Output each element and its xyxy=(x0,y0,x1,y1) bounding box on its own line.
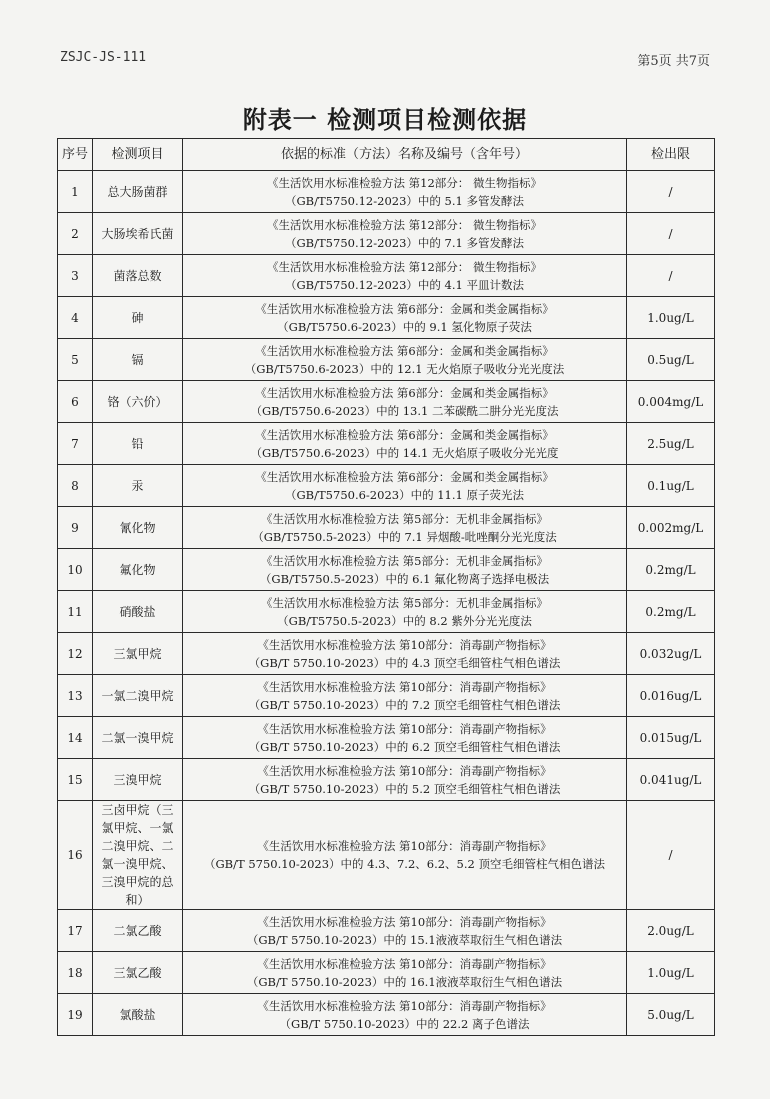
test-item: 二氯一溴甲烷 xyxy=(93,717,183,759)
standard-code: （GB/T5750.6-2023）中的 14.1 无火焰原子吸收分光光度 xyxy=(250,445,559,460)
standard-name: 《生活饮用水标准检验方法 第12部分： 微生物指标》 xyxy=(267,175,542,190)
standard-name: 《生活饮用水标准检验方法 第5部分：无机非金属指标》 xyxy=(261,595,548,610)
row-number: 7 xyxy=(58,423,93,465)
table-header-row xyxy=(58,139,715,171)
standard-name: 《生活饮用水标准检验方法 第12部分： 微生物指标》 xyxy=(267,259,542,274)
header-item: 检测项目 xyxy=(93,139,183,171)
detection-limit: 0.002mg/L xyxy=(627,507,715,549)
standard-name: 《生活饮用水标准检验方法 第12部分： 微生物指标》 xyxy=(267,217,542,232)
standard-code: （GB/T 5750.10-2023）中的 4.3、7.2、6.2、5.2 顶空毛细管柱气相色谱法 xyxy=(203,857,605,871)
standard-method xyxy=(183,717,627,759)
test-item: 菌落总数 xyxy=(93,255,183,297)
standard-method xyxy=(183,759,627,801)
standard-code: （GB/T5750.6-2023）中的 11.1 原子荧光法 xyxy=(285,487,524,502)
standard-code: （GB/T5750.6-2023）中的 13.1 二苯碳酰二肼分光光度法 xyxy=(250,403,559,418)
detection-limit: 1.0ug/L xyxy=(627,297,715,339)
detection-limit: / xyxy=(627,213,715,255)
table-body xyxy=(58,171,715,1036)
standard-method xyxy=(183,423,627,465)
table-row xyxy=(58,423,715,465)
test-item: 氟化物 xyxy=(93,549,183,591)
detection-limit: / xyxy=(627,255,715,297)
standard-method xyxy=(183,381,627,423)
row-number: 17 xyxy=(58,910,93,952)
detection-limit: 0.2mg/L xyxy=(627,549,715,591)
detection-limit: / xyxy=(627,171,715,213)
standard-method xyxy=(183,507,627,549)
test-item: 三溴甲烷 xyxy=(93,759,183,801)
detection-limit: 0.004mg/L xyxy=(627,381,715,423)
table-row xyxy=(58,717,715,759)
page-number: 第5页 共7页 xyxy=(637,54,710,69)
standard-method xyxy=(183,633,627,675)
row-number: 15 xyxy=(58,759,93,801)
table-row xyxy=(58,952,715,994)
test-item: 一氯二溴甲烷 xyxy=(93,675,183,717)
test-item: 氯酸盐 xyxy=(93,994,183,1036)
test-item: 汞 xyxy=(93,465,183,507)
standard-code: （GB/T5750.12-2023）中的 5.1 多管发酵法 xyxy=(285,193,524,208)
test-item: 硝酸盐 xyxy=(93,591,183,633)
table-row xyxy=(58,801,715,910)
detection-limit: 0.041ug/L xyxy=(627,759,715,801)
standard-code: （GB/T5750.6-2023）中的 12.1 无火焰原子吸收分光光度法 xyxy=(244,361,565,376)
detection-limit: 1.0ug/L xyxy=(627,952,715,994)
row-number: 16 xyxy=(58,801,93,910)
table-row xyxy=(58,549,715,591)
detection-basis-table xyxy=(57,138,715,1036)
detection-limit: 0.032ug/L xyxy=(627,633,715,675)
row-number: 6 xyxy=(58,381,93,423)
test-item: 三氯乙酸 xyxy=(93,952,183,994)
row-number: 2 xyxy=(58,213,93,255)
row-number: 12 xyxy=(58,633,93,675)
page-title: 附表一 检测项目检测依据 xyxy=(242,106,528,134)
detection-limit: 0.5ug/L xyxy=(627,339,715,381)
standard-method xyxy=(183,910,627,952)
test-item: 铬（六价） xyxy=(93,381,183,423)
test-item: 三氯甲烷 xyxy=(93,633,183,675)
row-number: 14 xyxy=(58,717,93,759)
table-row xyxy=(58,171,715,213)
standard-code: （GB/T5750.12-2023）中的 7.1 多管发酵法 xyxy=(285,235,524,250)
standard-name: 《生活饮用水标准检验方法 第10部分：消毒副产物指标》 xyxy=(257,956,552,971)
standard-method xyxy=(183,952,627,994)
standard-name: 《生活饮用水标准检验方法 第10部分：消毒副产物指标》 xyxy=(257,721,552,736)
standard-code: （GB/T 5750.10-2023）中的 6.2 顶空毛细管柱气相色谱法 xyxy=(248,739,561,754)
standard-method xyxy=(183,801,627,910)
header-standard: 依据的标准（方法）名称及编号（含年号） xyxy=(183,139,627,171)
standard-method xyxy=(183,339,627,381)
standard-name: 《生活饮用水标准检验方法 第10部分：消毒副产物指标》 xyxy=(257,763,552,778)
standard-code: （GB/T 5750.10-2023）中的 22.2 离子色谱法 xyxy=(279,1016,530,1031)
standard-name: 《生活饮用水标准检验方法 第6部分：金属和类金属指标》 xyxy=(255,343,554,358)
standard-method xyxy=(183,675,627,717)
test-item: 大肠埃希氏菌 xyxy=(93,213,183,255)
standard-code: （GB/T 5750.10-2023）中的 7.2 顶空毛细管柱气相色谱法 xyxy=(248,697,561,712)
standard-name: 《生活饮用水标准检验方法 第10部分：消毒副产物指标》 xyxy=(257,679,552,694)
standard-name: 《生活饮用水标准检验方法 第10部分：消毒副产物指标》 xyxy=(257,637,552,652)
standard-code: （GB/T5750.12-2023）中的 4.1 平皿计数法 xyxy=(285,277,524,292)
test-item: 氰化物 xyxy=(93,507,183,549)
row-number: 10 xyxy=(58,549,93,591)
standard-name: 《生活饮用水标准检验方法 第10部分：消毒副产物指标》 xyxy=(257,839,552,853)
standard-code: （GB/T5750.5-2023）中的 7.1 异烟酸-吡唑酮分光光度法 xyxy=(252,529,557,544)
detection-limit: 2.0ug/L xyxy=(627,910,715,952)
row-number: 8 xyxy=(58,465,93,507)
table-row xyxy=(58,465,715,507)
header-no: 序号 xyxy=(58,139,93,171)
test-item: 二氯乙酸 xyxy=(93,910,183,952)
table-row xyxy=(58,255,715,297)
standard-name: 《生活饮用水标准检验方法 第5部分：无机非金属指标》 xyxy=(261,511,548,526)
table-row xyxy=(58,213,715,255)
test-item: 总大肠菌群 xyxy=(93,171,183,213)
row-number: 5 xyxy=(58,339,93,381)
standard-method xyxy=(183,171,627,213)
standard-method xyxy=(183,465,627,507)
standard-code: （GB/T5750.5-2023）中的 6.1 氟化物离子选择电极法 xyxy=(259,571,550,586)
standard-name: 《生活饮用水标准检验方法 第6部分：金属和类金属指标》 xyxy=(255,385,554,400)
standard-code: （GB/T 5750.10-2023）中的 16.1液液萃取衍生气相色谱法 xyxy=(246,974,563,989)
table-row xyxy=(58,297,715,339)
standard-method xyxy=(183,994,627,1036)
table-row xyxy=(58,994,715,1036)
standard-method xyxy=(183,255,627,297)
document-code: ZSJC-JS-111 xyxy=(60,50,147,65)
standard-name: 《生活饮用水标准检验方法 第10部分：消毒副产物指标》 xyxy=(257,998,552,1013)
row-number: 18 xyxy=(58,952,93,994)
row-number: 19 xyxy=(58,994,93,1036)
standard-name: 《生活饮用水标准检验方法 第6部分：金属和类金属指标》 xyxy=(255,427,554,442)
row-number: 1 xyxy=(58,171,93,213)
standard-method xyxy=(183,591,627,633)
detection-limit: 0.016ug/L xyxy=(627,675,715,717)
table-row xyxy=(58,591,715,633)
test-item: 砷 xyxy=(93,297,183,339)
test-item: 镉 xyxy=(93,339,183,381)
detection-limit: 2.5ug/L xyxy=(627,423,715,465)
standard-code: （GB/T5750.5-2023）中的 8.2 紫外分光光度法 xyxy=(277,613,532,628)
header-limit: 检出限 xyxy=(627,139,715,171)
table-row xyxy=(58,675,715,717)
row-number: 4 xyxy=(58,297,93,339)
standard-method xyxy=(183,297,627,339)
test-item: 铅 xyxy=(93,423,183,465)
table-row xyxy=(58,633,715,675)
detection-limit: 0.2mg/L xyxy=(627,591,715,633)
detection-limit: 0.015ug/L xyxy=(627,717,715,759)
detection-limit: 0.1ug/L xyxy=(627,465,715,507)
row-number: 11 xyxy=(58,591,93,633)
standard-name: 《生活饮用水标准检验方法 第6部分：金属和类金属指标》 xyxy=(255,301,554,316)
test-item: 三卤甲烷（三氯甲烷、一氯二溴甲烷、二氯一溴甲烷、三溴甲烷的总和） xyxy=(93,801,183,910)
standard-name: 《生活饮用水标准检验方法 第10部分：消毒副产物指标》 xyxy=(257,914,552,929)
standard-code: （GB/T 5750.10-2023）中的 15.1液液萃取衍生气相色谱法 xyxy=(246,932,563,947)
detection-limit: / xyxy=(627,801,715,910)
row-number: 13 xyxy=(58,675,93,717)
standard-code: （GB/T5750.6-2023）中的 9.1 氢化物原子荧法 xyxy=(277,319,532,334)
detection-limit: 5.0ug/L xyxy=(627,994,715,1036)
standard-method xyxy=(183,213,627,255)
table-row xyxy=(58,507,715,549)
standard-code: （GB/T 5750.10-2023）中的 4.3 顶空毛细管柱气相色谱法 xyxy=(248,655,561,670)
table-row xyxy=(58,381,715,423)
standard-code: （GB/T 5750.10-2023）中的 5.2 顶空毛细管柱气相色谱法 xyxy=(248,781,561,796)
standard-name: 《生活饮用水标准检验方法 第6部分：金属和类金属指标》 xyxy=(255,469,554,484)
row-number: 3 xyxy=(58,255,93,297)
standard-name: 《生活饮用水标准检验方法 第5部分：无机非金属指标》 xyxy=(261,553,548,568)
table-row xyxy=(58,910,715,952)
row-number: 9 xyxy=(58,507,93,549)
table-row xyxy=(58,759,715,801)
standard-method xyxy=(183,549,627,591)
table-row xyxy=(58,339,715,381)
